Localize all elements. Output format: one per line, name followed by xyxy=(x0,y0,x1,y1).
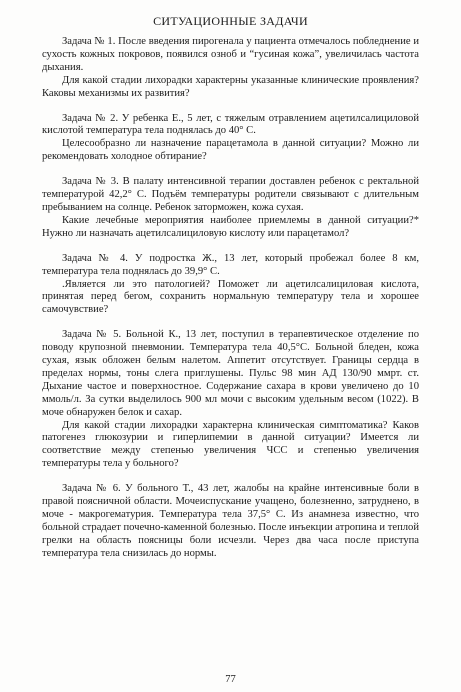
task-2-question: Целесообразно ли назначение парацетамола в данной ситуации? Можно ли рекомендовать холодное обтирание? xyxy=(42,138,419,163)
task-2-condition: Задача № 2. У ребенка Е., 5 лет, с тяжелым отравлением ацетилсалициловой кислотой температура тела поднялась до 40° С. xyxy=(42,112,419,137)
task-1-condition: Задача № 1. После введения пирогенала у пациента отмечалось побледнение и сухость кожных покровов, появился озноб и “гусиная кожа”, увеличилась частота дыхания. xyxy=(42,36,419,73)
task-2 xyxy=(42,113,419,165)
task-1 xyxy=(42,36,419,101)
task-1-question: Для какой стадии лихорадки характерны указанные клинические проявления? Каковы механизмы их развития? xyxy=(42,74,419,99)
task-5-condition: Задача № 5. Больной К., 13 лет, поступил в терапевтическое отделение по поводу крупозной пневмонии. Температура тела 40,5°С. Больной бледен, кожа сухая, язык обложен белым налетом. Аппетит отсутствует. Границы сердца в пределах нормы, тоны слега приглушены. Пульс 98 мин АД 130/90 ммрт. ст. Дыхание частое и поверхностное. Содержание сахара в крови увеличено до 10 ммоль/л. За сутки выделилось 900 мл мочи с высоким удельным весом (1022). В моче обнаружен белок и сахар. xyxy=(42,329,419,418)
page-title: СИТУАЦИОННЫЕ ЗАДАЧИ xyxy=(153,14,308,28)
task-5 xyxy=(42,329,419,471)
task-6 xyxy=(42,483,419,560)
task-4-question: .Является ли это патологией? Поможет ли ацетилсалициловая кислота, принятая перед бегом, сохранить нормальную температуру тела и хорошее самочувствие? xyxy=(42,278,419,316)
task-4-condition: Задача № 4. У подростка Ж., 13 лет, который пробежал более 8 км, температура тела поднялась до 39,9° С. xyxy=(42,252,419,277)
task-6-condition: Задача № 6. У больного Т., 43 лет, жалобы на крайне интенсивные боли в правой поясничной области. Мочеиспускание учащено, болезненно, затруднено, в моче - макрогематурия. Температура тела 37,5° С. Из анамнеза известно, что больной страдает почечно-каменной болезнью. После инъекции атропина и теплой грелки на область поясницы боли исчезли. Через два часа после приступа температура тела снизилась до нормы. xyxy=(42,483,419,559)
task-5-question: Для какой стадии лихорадки характерна клиническая симптоматика? Каков патогенез глюкозурии и гиперлипемии в данной ситуации? Имеется ли соответствие между степенью увеличения ЧСС и степенью увеличения температуры тела у больного? xyxy=(42,419,419,470)
task-3-condition: Задача № 3. В палату интенсивной терапии доставлен ребенок с ректальной температурой 42,2° С. Подъём температуры родители связывают с длительным пребыванием на солнце. Ребенок заторможен, кожа сухая. xyxy=(42,176,419,213)
page-number: 77 xyxy=(225,674,236,685)
task-3 xyxy=(42,176,419,241)
task-4 xyxy=(42,253,419,318)
task-3-question: Какие лечебные мероприятия наиболее приемлемы в данной ситуации?* Нужно ли назначать ацетилсалициловую кислоту или парацетамол? xyxy=(42,214,419,239)
